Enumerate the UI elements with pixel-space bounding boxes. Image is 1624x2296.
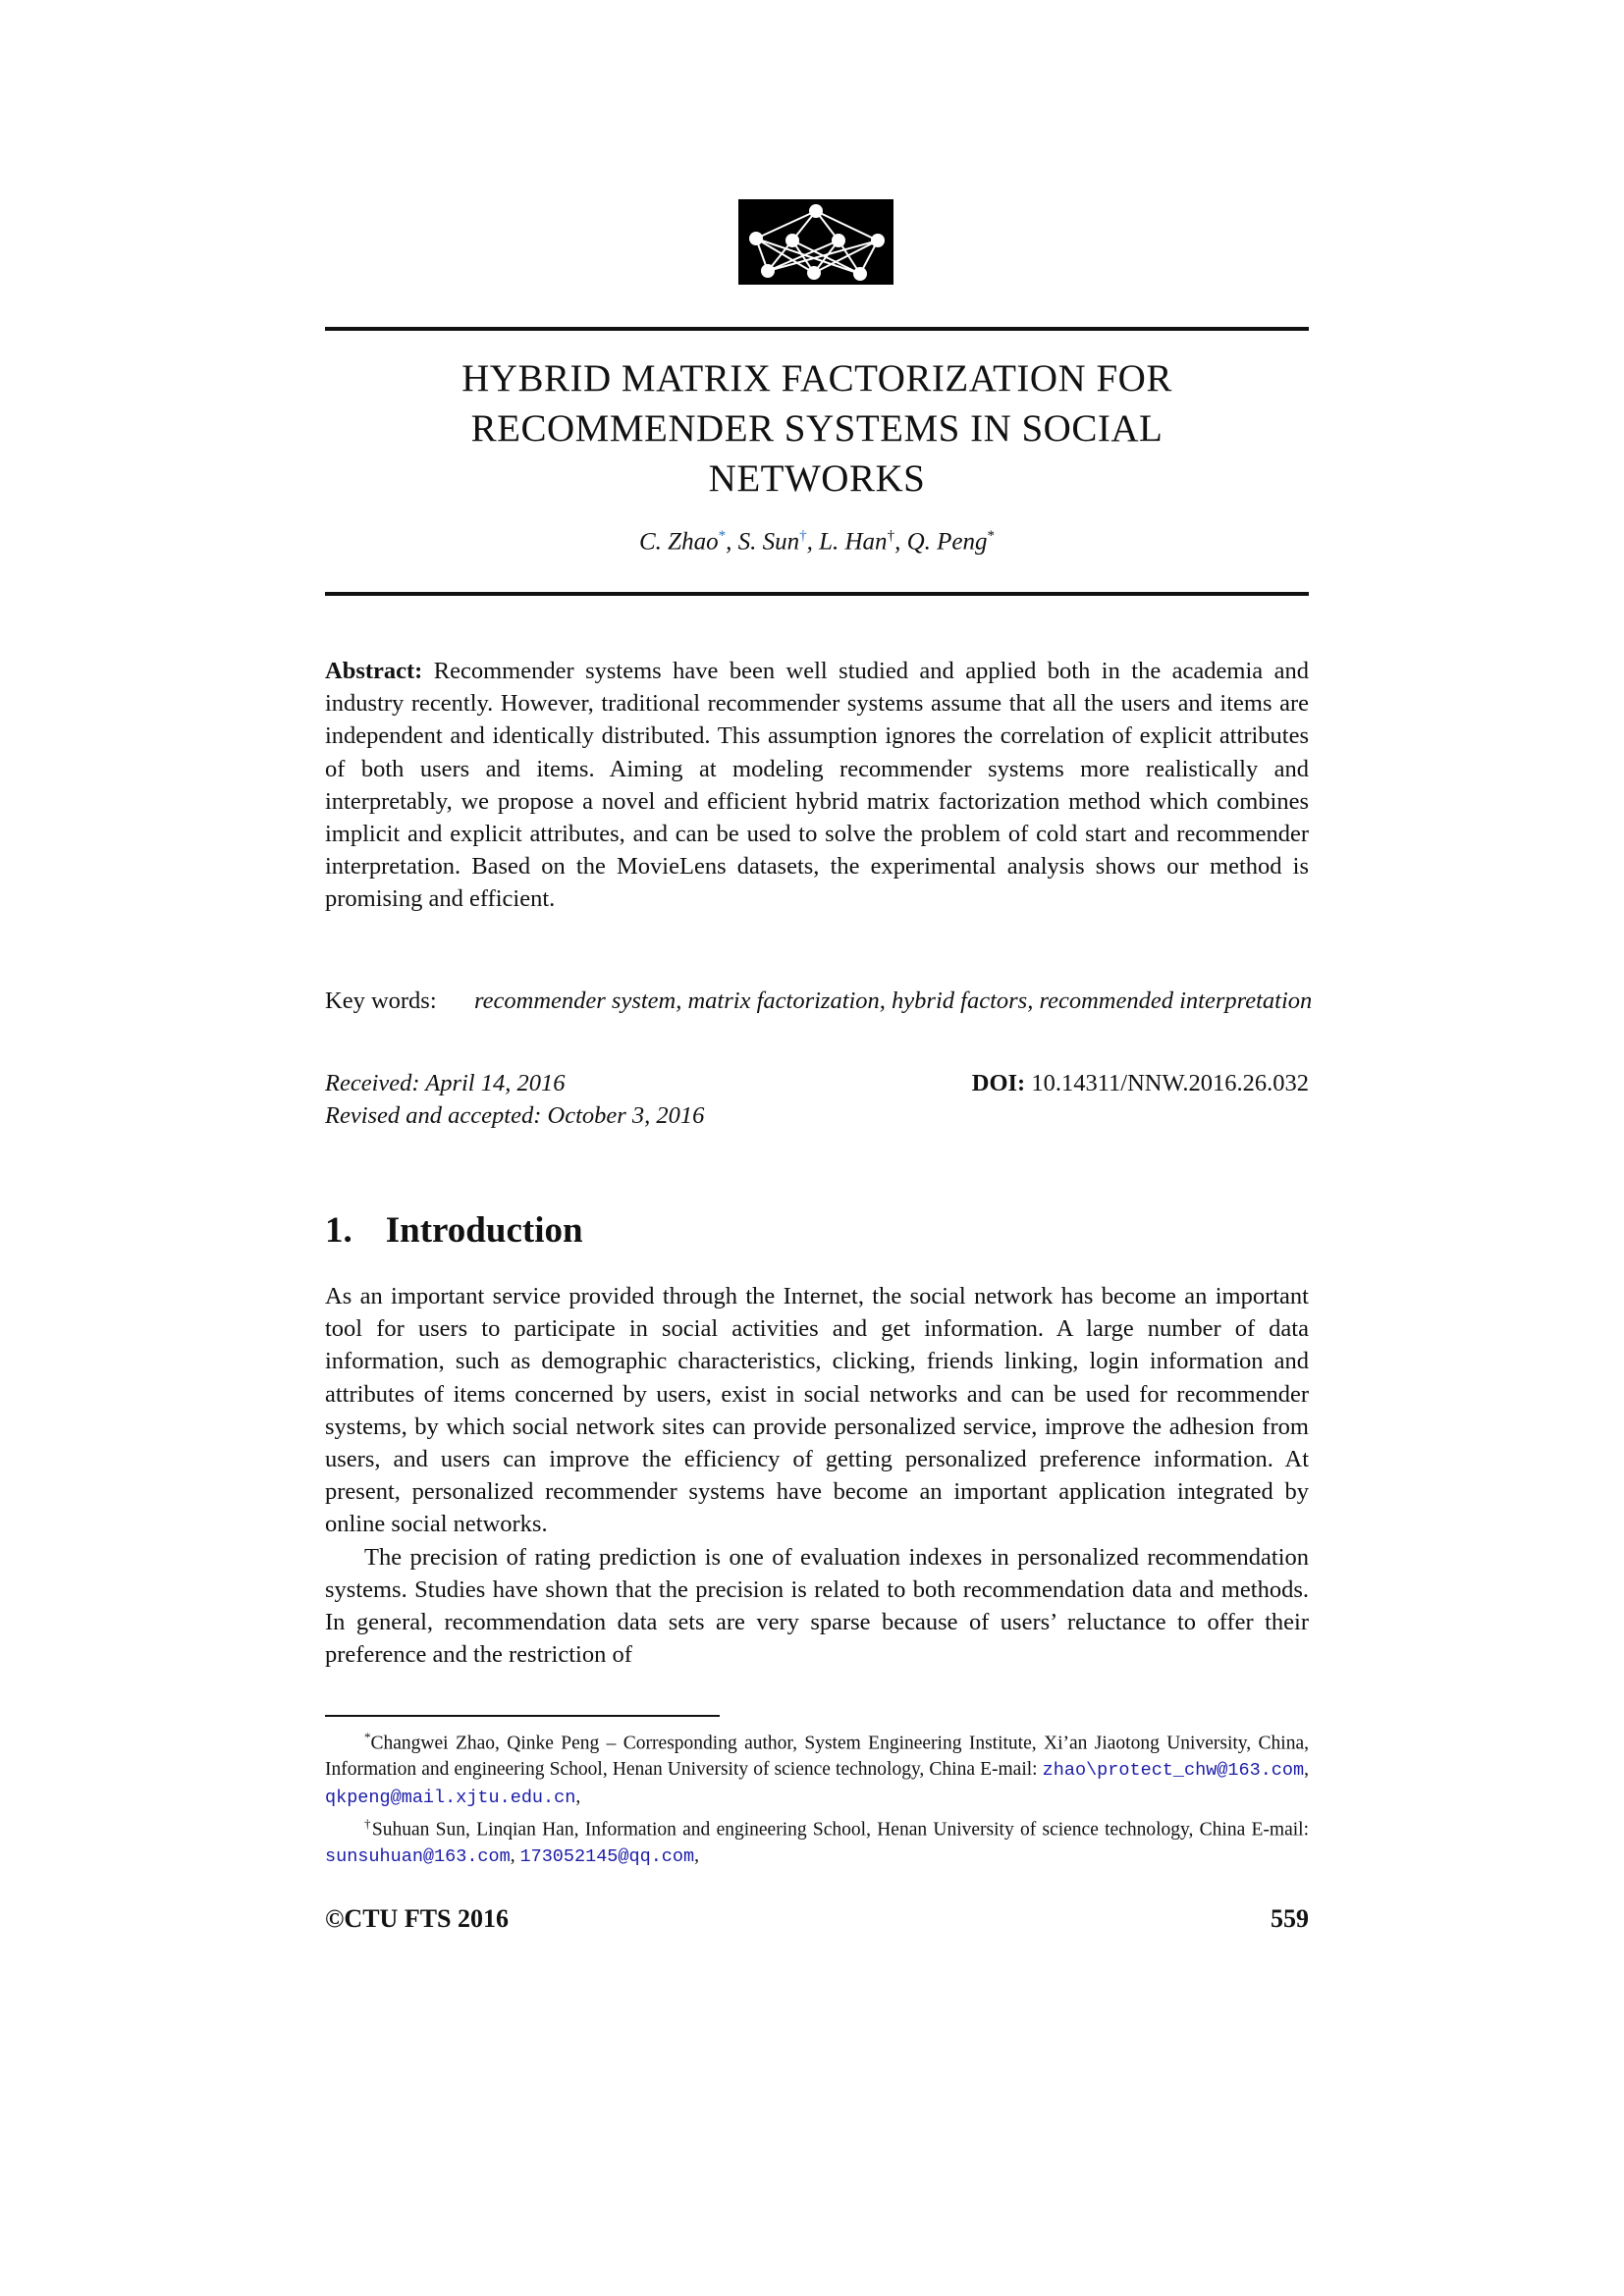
abstract bbox=[325, 655, 1309, 916]
keywords-value: recommender system, matrix factorization, hybrid factors, recommended interpretation bbox=[474, 988, 1313, 1014]
email-link[interactable]: qkpeng@mail.xjtu.edu.cn bbox=[325, 1787, 576, 1808]
dates bbox=[325, 1067, 704, 1132]
paper-title bbox=[325, 353, 1309, 504]
footnote-rule bbox=[325, 1715, 720, 1717]
author-name: S. Sun bbox=[737, 528, 800, 556]
title-line: NETWORKS bbox=[708, 457, 926, 500]
received-date: Received: April 14, 2016 bbox=[325, 1070, 566, 1096]
doi bbox=[972, 1067, 1309, 1099]
email-link[interactable]: zhao\protect_chw@163.com bbox=[1042, 1760, 1305, 1782]
author-footnote-link[interactable]: * bbox=[718, 528, 727, 544]
section-number: 1. bbox=[325, 1210, 352, 1251]
neural-network-logo-icon bbox=[738, 199, 893, 285]
section-heading bbox=[325, 1209, 583, 1252]
email-link[interactable]: 173052145@qq.com bbox=[519, 1846, 695, 1868]
doi-label: DOI: bbox=[971, 1070, 1026, 1096]
title-line: HYBRID MATRIX FACTORIZATION FOR bbox=[461, 357, 1172, 400]
title-line: RECOMMENDER SYSTEMS IN SOCIAL bbox=[470, 407, 1164, 450]
keywords-label: Key words: bbox=[325, 988, 437, 1014]
title-bottom-rule bbox=[325, 592, 1309, 596]
email-link[interactable]: sunsuhuan@163.com bbox=[325, 1846, 511, 1868]
author-footnote-mark: * bbox=[987, 528, 995, 544]
keywords bbox=[325, 985, 1317, 1017]
author-footnote-link[interactable]: † bbox=[799, 528, 807, 544]
author-separator: , bbox=[894, 528, 907, 556]
journal-logo bbox=[738, 199, 893, 285]
title-top-rule bbox=[325, 327, 1309, 331]
footnote-mark: † bbox=[364, 1816, 372, 1832]
footnote: †Suhuan Sun, Linqian Han, Information and engineering School, Henan University of science technology, China E-mail: sunsuhuan@163.com, 173052145@qq.com, bbox=[325, 1816, 1310, 1868]
author-separator: , bbox=[806, 528, 820, 556]
paragraph: As an important service provided through the Internet, the social network has become an important tool for users to participate in social activities and get information. A large number of data information, such as demographic characteristics, clicking, friends linking, login information and attributes of items concerned by users, exist in social networks and can be used for recommender systems, by which social network sites can provide personalized service, improve the adhesion from users, and users can improve the efficiency of getting personalized preference information. At present, personalized recommender systems have become an important application integrated by online social networks. bbox=[325, 1283, 1309, 1538]
doi-value: 10.14311/NNW.2016.26.032 bbox=[1031, 1070, 1309, 1096]
author-name: L. Han bbox=[819, 528, 888, 556]
footnote-mark: * bbox=[364, 1730, 371, 1744]
footnote: *Changwei Zhao, Qinke Peng – Corresponding author, System Engineering Institute, Xi’an Jiaotong University, China, Information and engineering School, Henan University of science technology, China E-mail: zhao\protect_chw@163.com, qkpeng@mail.xjtu.edu.cn, bbox=[325, 1730, 1309, 1808]
abstract-text: Recommender systems have been well studied and applied both in the academia and industry recently. However, traditional recommender systems assume that all the users and items are independent and identically distributed. This assumption ignores the correlation of explicit attributes of both users and items. Aiming at modeling recommender systems more realistically and interpretably, we propose a novel and efficient hybrid matrix factorization method which combines implicit and explicit attributes, and can be used to solve the problem of cold start and recommender interpretation. Based on the MovieLens datasets, the experimental analysis shows our method is promising and efficient. bbox=[325, 658, 1309, 913]
revised-date: Revised and accepted: October 3, 2016 bbox=[325, 1102, 705, 1129]
copyright: ©CTU FTS 2016 bbox=[325, 1904, 510, 1933]
footnote-text: Suhuan Sun, Linqian Han, Information and engineering School, Henan University of science technology, China E-mail: bbox=[371, 1819, 1310, 1841]
author-list bbox=[325, 528, 1309, 556]
paragraph: The precision of rating prediction is one of evaluation indexes in personalized recommendation systems. Studies have shown that the precision is related to both recommendation data and methods. In general, recommendation data sets are very sparse because of users’ reluctance to offer their preference and the restriction of bbox=[325, 1543, 1309, 1669]
section-title: Introduction bbox=[385, 1210, 583, 1251]
author-name: C. Zhao bbox=[639, 528, 719, 556]
author-name: Q. Peng bbox=[906, 528, 988, 556]
author-separator: , bbox=[726, 528, 738, 556]
footnotes bbox=[325, 1725, 1309, 1871]
page-number: 559 bbox=[1271, 1904, 1309, 1933]
body-text bbox=[325, 1280, 1309, 1671]
author-footnote-mark: † bbox=[887, 528, 895, 544]
abstract-label: Abstract: bbox=[325, 658, 423, 684]
footnote-text: Changwei Zhao, Qinke Peng – Corresponding author, System Engineering Institute, Xi’an Jiaotong University, China, Information and engineering School, Henan University of science technology, China E-mail: bbox=[325, 1733, 1309, 1781]
